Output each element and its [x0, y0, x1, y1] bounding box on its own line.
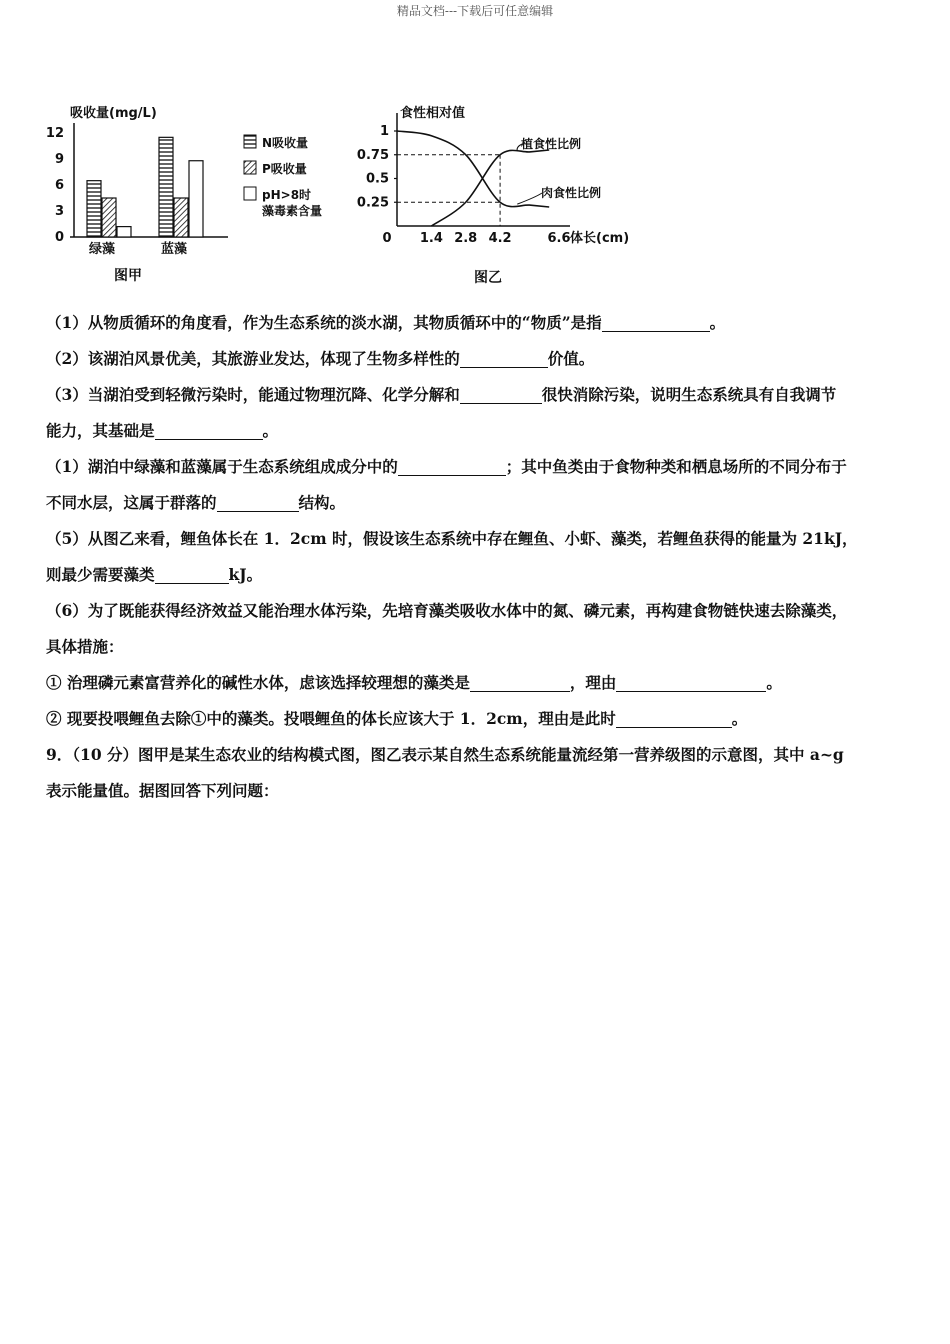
q6-text-2: 具体措施： — [46, 637, 124, 656]
legend-label: pH>8时 — [262, 188, 312, 202]
q2-line — [46, 341, 908, 377]
answer-blank[interactable] — [155, 417, 263, 440]
figure-svg — [40, 95, 660, 295]
q9-line-2 — [46, 773, 908, 809]
fig-b-y-tick: 1 — [379, 124, 389, 139]
q2-end: 价值。 — [547, 349, 595, 368]
fig-b-label-plant: 植食性比例 — [521, 137, 582, 151]
fig-b-ylabel: 食性相对值 — [400, 106, 466, 121]
q1-line — [46, 305, 908, 341]
bar-n-absorption — [159, 137, 173, 237]
q2-text: （2）该湖泊风景优美，其旅游业发达，体现了生物多样性的 — [46, 349, 460, 368]
q4-text: （1）湖泊中绿藻和蓝藻属于生态系统组成成分中的 — [46, 457, 398, 476]
fig-a-bars — [87, 137, 203, 237]
legend-label: 藻毒素含量 — [262, 204, 323, 218]
q6-line-4 — [46, 701, 908, 737]
q6-text: （6）为了既能获得经济效益又能治理水体污染，先培育藻类吸收水体中的氮、磷元素，再构建食物链快速去除藻类， — [46, 601, 848, 620]
q3-end: 。 — [262, 421, 279, 440]
answer-blank[interactable] — [460, 381, 542, 404]
fig-b-x-tick: 0 — [382, 231, 392, 246]
answer-blank[interactable] — [217, 489, 299, 512]
label-leader-meat — [517, 193, 542, 204]
legend-label: P吸收量 — [262, 162, 307, 176]
q5-line-2 — [46, 557, 908, 593]
q6-text-3: ① 治理磷元素富营养化的碱性水体，虑该选择较理想的藻类是 — [46, 673, 470, 692]
fig-a-tick: 9 — [54, 152, 64, 167]
q5-text-2: 则最少需要藻类 — [46, 565, 155, 584]
fig-b-x-tick: 1.4 — [419, 231, 443, 246]
q9-line-1 — [46, 737, 908, 773]
q6-line-2 — [46, 629, 908, 665]
q6-text-5: ② 现要投喂鲤鱼去除①中的藻类。投喂鲤鱼的体长应该大于 1．2cm，理由是此时 — [46, 709, 616, 728]
q6-line-3 — [46, 665, 908, 701]
fig-b-label-meat: 肉食性比例 — [541, 186, 602, 200]
q9-text: 9．（10 分）图甲是某生态农业的结构模式图，图乙表示某自然生态系统能量流经第一营养级图的示意图，其中 a~g — [46, 745, 844, 764]
question-text — [46, 305, 908, 809]
q3-text-2: 很快消除污染，说明生态系统具有自我调节 — [541, 385, 837, 404]
q3-text-3: 能力，其基础是 — [46, 421, 155, 440]
q5-text: （5）从图乙来看，鲤鱼体长在 1．2cm 时，假设该生态系统中存在鲤鱼、小虾、藻类，若鲤鱼获得的能量为 21kJ， — [46, 529, 858, 548]
fig-b-caption: 图乙 — [474, 270, 502, 286]
q6-end: 。 — [766, 673, 782, 692]
legend-swatch-n — [244, 135, 256, 148]
answer-blank[interactable] — [602, 309, 710, 332]
bar-p-absorption — [174, 198, 188, 237]
fig-a-ylabel: 吸收量(mg/L) — [70, 106, 157, 121]
q6-text-4: ，理由 — [569, 673, 617, 692]
fig-b-y-tick: 0.5 — [365, 171, 389, 187]
answer-blank[interactable] — [460, 345, 548, 368]
series-plant-eating — [431, 150, 549, 226]
q3-line-1 — [46, 377, 908, 413]
q6-end-2: 。 — [731, 709, 748, 728]
answer-blank[interactable] — [155, 561, 229, 584]
figure-a — [46, 105, 322, 284]
fig-b-xlabel: 体长(cm) — [570, 231, 630, 246]
answer-blank[interactable] — [398, 453, 506, 476]
answer-blank[interactable] — [470, 669, 570, 692]
fig-b-x-tick: 6.6 — [547, 231, 571, 246]
answer-blank[interactable] — [616, 705, 732, 728]
legend-swatch-p — [244, 161, 256, 174]
q4-end: 结构。 — [298, 493, 346, 512]
q4-line-2 — [46, 485, 908, 521]
fig-a-tick: 6 — [54, 178, 64, 193]
figures — [40, 95, 660, 295]
fig-b-y-tick: 0.25 — [356, 195, 389, 211]
q4-text-3: 不同水层，这属于群落的 — [46, 493, 217, 512]
fig-a-caption: 图甲 — [114, 268, 142, 284]
answer-blank[interactable] — [616, 669, 766, 692]
bar-p-absorption — [102, 198, 116, 237]
q9-text-2: 表示能量值。据图回答下列问题： — [46, 781, 279, 800]
fig-a-category: 蓝藻 — [160, 242, 188, 257]
bar-n-absorption — [87, 181, 101, 237]
legend-label: N吸收量 — [262, 136, 309, 150]
q5-line-1 — [46, 521, 908, 557]
figure-b — [357, 105, 629, 286]
fig-a-category: 绿藻 — [88, 242, 116, 257]
bar-toxin — [117, 227, 131, 237]
legend-swatch-toxin — [244, 187, 256, 200]
fig-a-tick: 12 — [45, 126, 64, 141]
q1-text: （1）从物质循环的角度看，作为生态系统的淡水湖，其物质循环中的“物质”是指 — [46, 313, 602, 332]
fig-b-x-tick: 2.8 — [454, 231, 478, 246]
q1-end: 。 — [709, 313, 726, 332]
q3-line-2 — [46, 413, 908, 449]
fig-b-y-tick: 0.75 — [356, 147, 389, 163]
q4-line-1 — [46, 449, 908, 485]
fig-a-tick: 3 — [54, 204, 64, 219]
q4-text-2: ；其中鱼类由于食物种类和栖息场所的不同分布于 — [505, 457, 847, 476]
q6-line-1 — [46, 593, 908, 629]
q5-end: kJ。 — [228, 565, 263, 584]
fig-b-x-tick: 4.2 — [488, 231, 512, 246]
bar-toxin — [189, 161, 203, 237]
q3-text: （3）当湖泊受到轻微污染时，能通过物理沉降、化学分解和 — [46, 385, 460, 404]
fig-a-tick: 0 — [54, 230, 64, 245]
page-header: 精品文档---下载后可任意编辑 — [396, 4, 554, 18]
